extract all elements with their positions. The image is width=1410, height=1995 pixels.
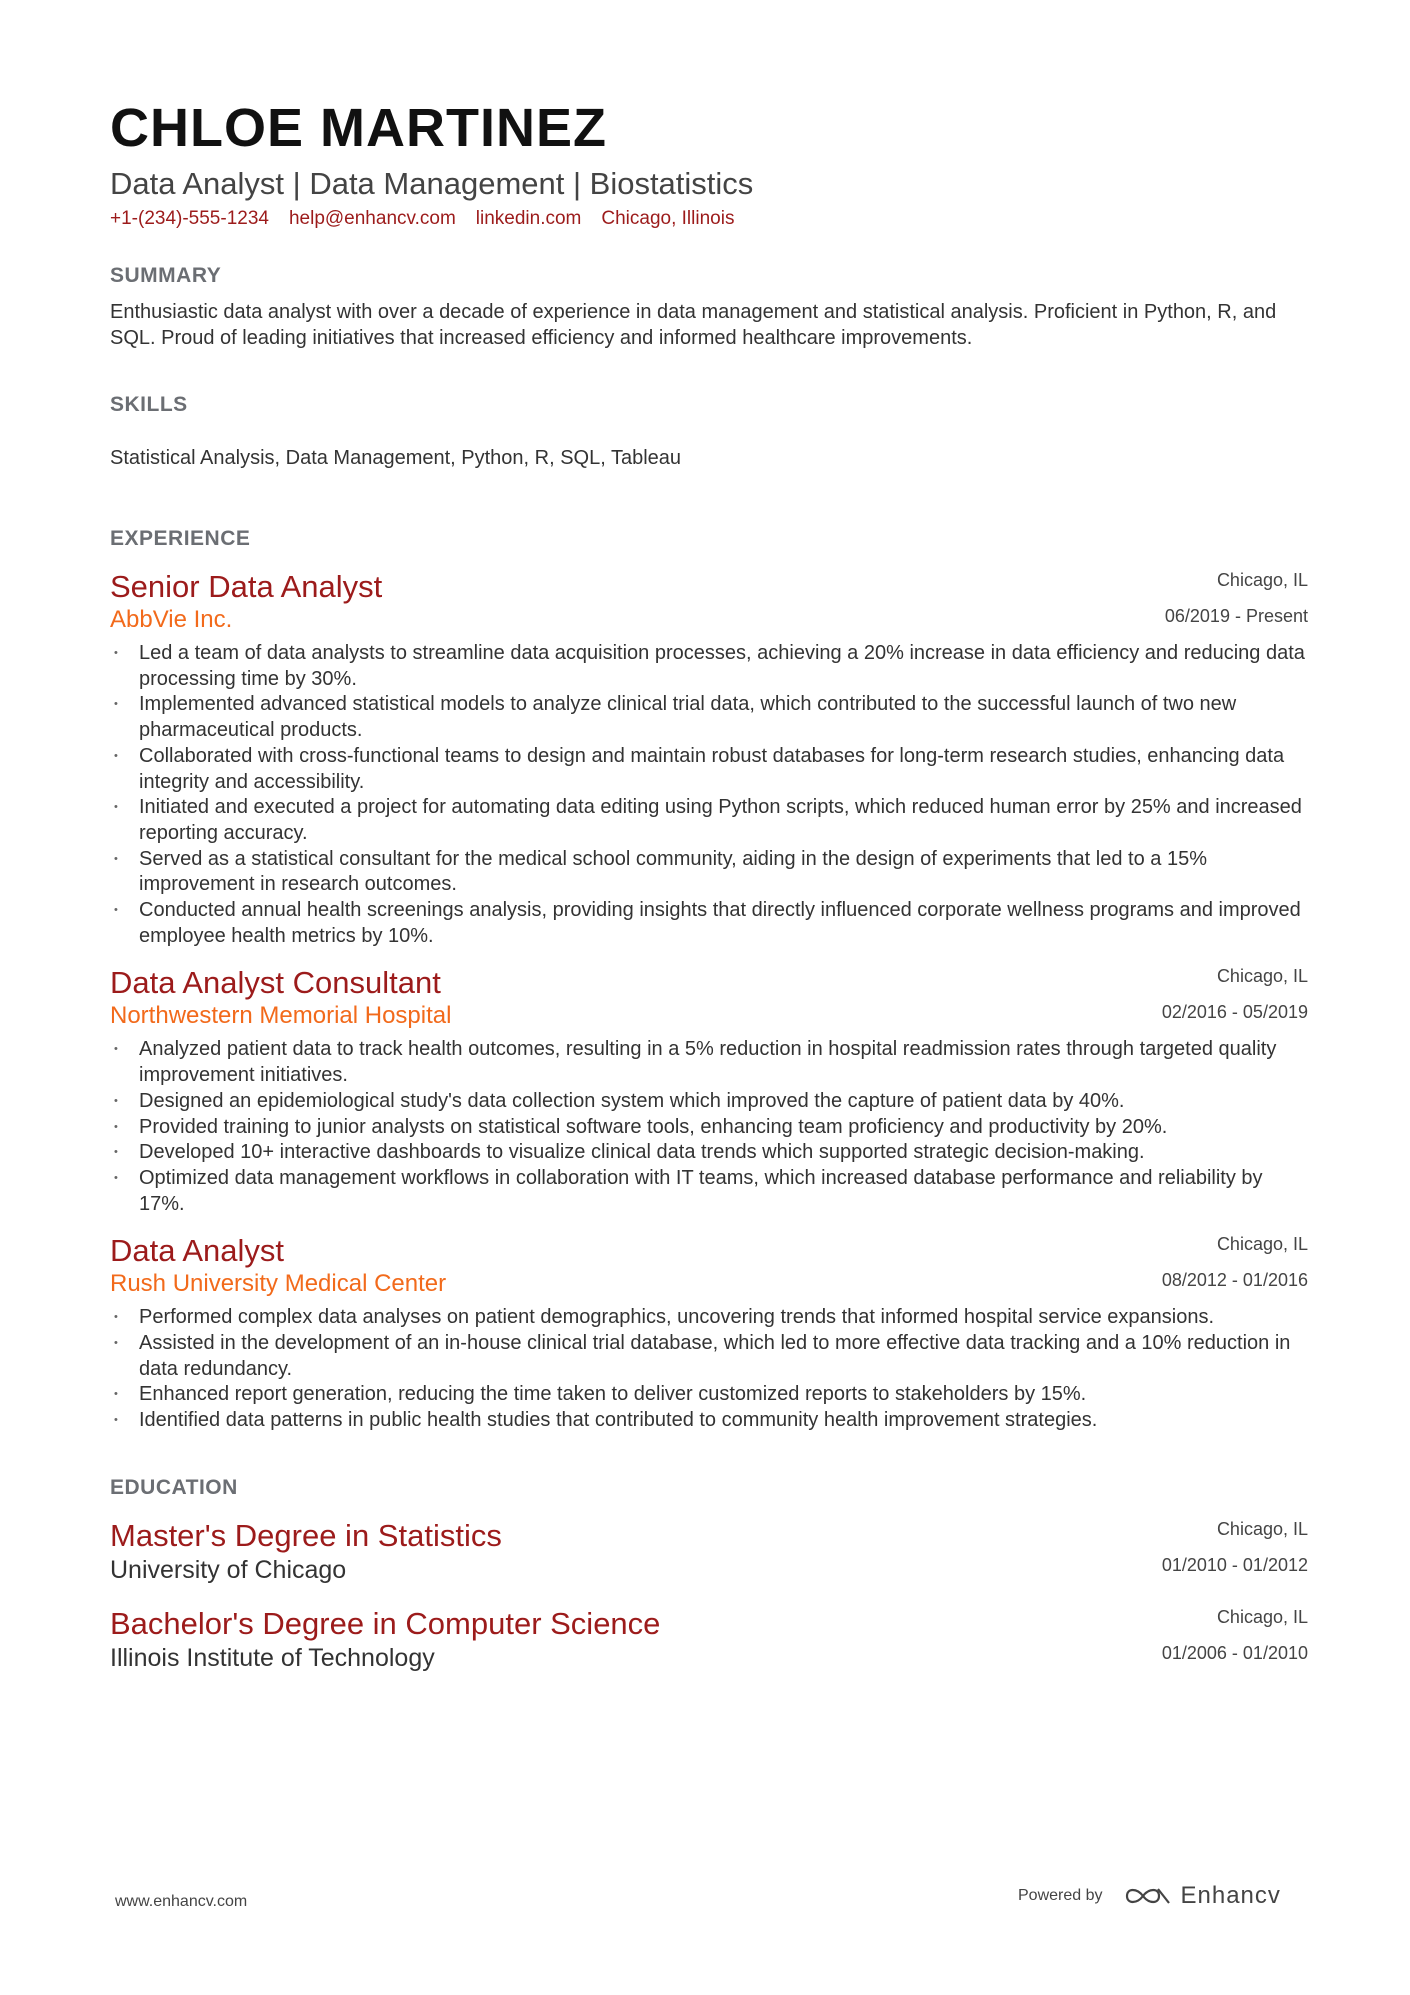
contact-email[interactable]: help@enhancv.com xyxy=(288,208,456,229)
list-item: • Enhanced report generation, reducing the time taken to deliver customized reports to stakeholders by 15%. xyxy=(110,1382,1308,1408)
footer-branding xyxy=(1018,1882,1281,1910)
job-meta xyxy=(1162,1233,1308,1291)
job-company: Northwestern Memorial Hospital xyxy=(110,1002,452,1030)
job-title: Data Analyst xyxy=(110,1233,285,1269)
job-dates: 08/2012 - 01/2016 xyxy=(1161,1270,1308,1291)
skills-title: SKILLS xyxy=(110,393,188,416)
list-item: • Initiated and executed a project for automating data editing using Python scripts, which reduced human error by 25% and increased reporting accuracy. xyxy=(110,795,1308,846)
summary-text: Enthusiastic data analyst with over a decade of experience in data management and statistical analysis. Proficient in Python, R, and SQL. Proud of leading initiatives that increased efficiency and informed healthcare improvements. xyxy=(110,301,1277,349)
powered-by-label: Powered by xyxy=(1018,1887,1103,1904)
degree-title: Bachelor's Degree in Computer Science xyxy=(110,1605,661,1641)
job-location: Chicago, IL xyxy=(1216,966,1308,987)
footer-website[interactable]: www.enhancv.com xyxy=(115,1893,248,1910)
resume-header xyxy=(110,96,1308,232)
job-title: Data Analyst Consultant xyxy=(110,965,441,1001)
job-entry xyxy=(110,1233,1308,1434)
job-company: Rush University Medical Center xyxy=(110,1270,447,1298)
skills-section xyxy=(110,391,1308,471)
contact-phone[interactable]: +1-(234)-555-1234 xyxy=(110,208,269,229)
candidate-name: CHLOE MARTINEZ xyxy=(110,98,607,158)
education-title: EDUCATION xyxy=(110,1475,238,1499)
resume-page xyxy=(110,96,1308,1674)
education-entry xyxy=(110,1518,1308,1586)
job-bullets xyxy=(110,1037,1308,1217)
education-section xyxy=(110,1474,1308,1674)
summary-title: SUMMARY xyxy=(110,264,222,287)
school-name: University of Chicago xyxy=(110,1555,347,1584)
job-location: Chicago, IL xyxy=(1216,570,1308,590)
list-item: • Performed complex data analyses on patient demographics, uncovering trends that informed hospital service expansions. xyxy=(110,1305,1308,1331)
education-meta xyxy=(1162,1518,1308,1576)
skills-text: Statistical Analysis, Data Management, Python, R, SQL, Tableau xyxy=(110,447,682,469)
job-bullets xyxy=(110,1305,1308,1434)
contact-linkedin[interactable]: linkedin.com xyxy=(475,208,582,229)
candidate-headline: Data Analyst | Data Management | Biostatistics xyxy=(110,166,754,201)
list-item: • Identified data patterns in public health studies that contributed to community health improvement strategies. xyxy=(110,1408,1308,1434)
list-item: • Optimized data management workflows in collaboration with IT teams, which increased database performance and reliability by 17%. xyxy=(110,1166,1308,1217)
education-dates: 01/2010 - 01/2012 xyxy=(1161,1554,1308,1575)
education-meta xyxy=(1162,1606,1308,1664)
job-title: Senior Data Analyst xyxy=(110,569,383,604)
list-item: • Developed 10+ interactive dashboards to visualize clinical data trends which supported strategic decision-making. xyxy=(110,1140,1308,1166)
contact-location: Chicago, Illinois xyxy=(601,208,735,229)
job-meta xyxy=(1162,965,1308,1023)
education-location: Chicago, IL xyxy=(1216,1606,1308,1627)
experience-section xyxy=(110,525,1308,1434)
job-meta xyxy=(1165,569,1308,627)
job-entry xyxy=(110,965,1308,1217)
enhancv-brand[interactable] xyxy=(1125,1882,1281,1910)
list-item: • Collaborated with cross-functional teams to design and maintain robust databases for long-term research studies, enhancing data integrity and accessibility. xyxy=(110,744,1308,795)
job-location: Chicago, IL xyxy=(1216,1234,1308,1255)
degree-title: Master's Degree in Statistics xyxy=(110,1517,502,1553)
job-entry xyxy=(110,569,1308,949)
school-name: Illinois Institute of Technology xyxy=(110,1643,435,1672)
experience-title: EXPERIENCE xyxy=(110,527,251,550)
job-dates: 02/2016 - 05/2019 xyxy=(1161,1002,1308,1023)
job-company: AbbVie Inc. xyxy=(110,606,233,633)
job-dates: 06/2019 - Present xyxy=(1164,606,1308,626)
list-item: • Served as a statistical consultant for the medical school community, aiding in the design of experiments that led to a 15% improvement in research outcomes. xyxy=(110,847,1308,898)
brand-name: Enhancv xyxy=(1180,1882,1281,1909)
job-bullets xyxy=(110,641,1308,949)
contact-bar xyxy=(110,206,1308,232)
enhancv-logo-icon xyxy=(1125,1884,1171,1908)
summary-section xyxy=(110,262,1308,351)
education-location: Chicago, IL xyxy=(1216,1518,1308,1539)
list-item: • Designed an epidemiological study's data collection system which improved the capture of patient data by 40%. xyxy=(110,1089,1308,1115)
education-dates: 01/2006 - 01/2010 xyxy=(1161,1642,1308,1663)
list-item: • Implemented advanced statistical models to analyze clinical trial data, which contributed to the successful launch of two new pharmaceutical products. xyxy=(110,692,1308,743)
education-entry xyxy=(110,1606,1308,1674)
list-item: • Conducted annual health screenings analysis, providing insights that directly influenced corporate wellness programs and improved employee health metrics by 10%. xyxy=(110,898,1308,949)
list-item: • Assisted in the development of an in-house clinical trial database, which led to more effective data tracking and a 10% reduction in data redundancy. xyxy=(110,1331,1308,1382)
list-item: • Provided training to junior analysts on statistical software tools, enhancing team proficiency and productivity by 20%. xyxy=(110,1115,1308,1141)
list-item: • Analyzed patient data to track health outcomes, resulting in a 5% reduction in hospital readmission rates through targeted quality improvement initiatives. xyxy=(110,1037,1308,1088)
list-item: • Led a team of data analysts to streamline data acquisition processes, achieving a 20% increase in data efficiency and reducing data processing time by 30%. xyxy=(110,641,1308,692)
